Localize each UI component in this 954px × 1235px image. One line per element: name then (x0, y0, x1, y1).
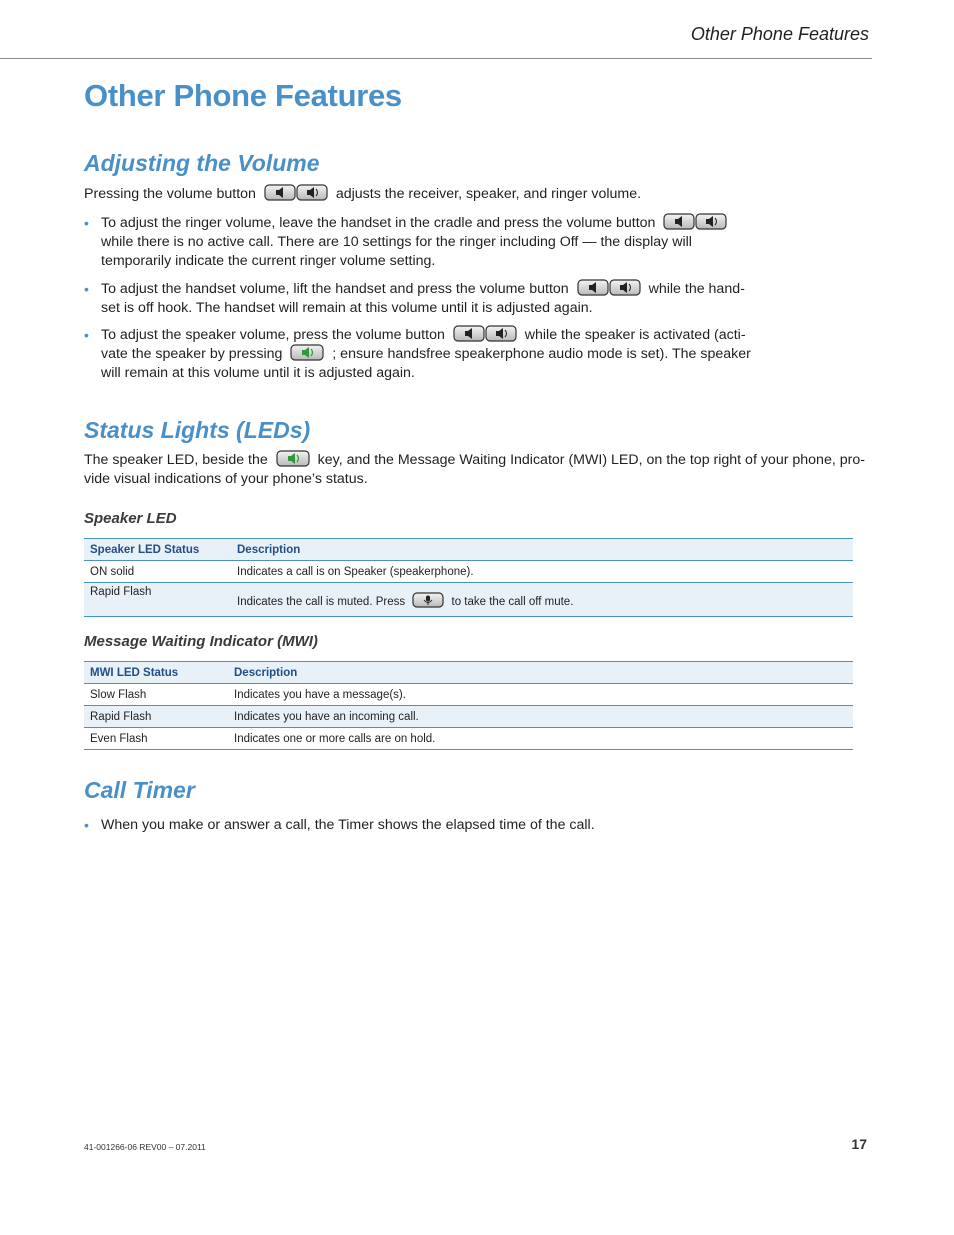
header-divider (0, 58, 872, 59)
speaker-line-1 (101, 326, 781, 345)
status-lights-intro-line2: vide visual indications of your phone’s status. (84, 471, 368, 487)
mute-desc-before: Indicates the call is muted. Press (237, 595, 406, 608)
volume-button-icon (663, 213, 727, 230)
table-row (84, 684, 853, 706)
call-timer-text: When you make or answer a call, the Timer shows the elapsed time of the call. (101, 817, 595, 833)
page-number: 17 (851, 1136, 867, 1152)
table-header-row (84, 539, 853, 561)
cell-description: Indicates one or more calls are on hold. (228, 728, 853, 750)
ringer-line-2: while there is no active call. There are 10 settings for the ringer including Off — the display will (101, 234, 692, 250)
table-row (84, 706, 853, 728)
table-row (84, 561, 853, 583)
handset-line-2: set is off hook. The handset will remain at this volume until it is adjusted again. (101, 300, 593, 316)
speaker-line-3: will remain at this volume until it is adjusted again. (101, 365, 415, 381)
handset-line-1 (101, 280, 781, 299)
running-header: Other Phone Features (690, 24, 869, 44)
page-title: Other Phone Features (84, 78, 402, 113)
cell-status: ON solid (84, 561, 231, 583)
speaker-text-1: To adjust the speaker volume, press the volume button (101, 327, 445, 343)
volume-intro-before: Pressing the volume button (84, 186, 256, 202)
column-header-description: Description (231, 539, 853, 561)
status-intro-before: The speaker LED, beside the (84, 452, 268, 468)
section-heading-call-timer: Call Timer (84, 777, 195, 803)
mute-desc-after: to take the call off mute. (451, 595, 574, 608)
mwi-led-table (84, 661, 853, 750)
handset-text-1: To adjust the handset volume, lift the handset and press the volume button (101, 281, 569, 297)
section-heading-status-lights: Status Lights (LEDs) (84, 417, 311, 443)
subheading-mwi: Message Waiting Indicator (MWI) (84, 633, 318, 650)
volume-button-icon (577, 279, 641, 296)
table-row (84, 583, 853, 617)
cell-description: Indicates you have an incoming call. (228, 706, 853, 728)
ringer-text-1: To adjust the ringer volume, leave the handset in the cradle and press the volume button (101, 215, 656, 231)
table-header-row (84, 662, 853, 684)
speaker-key-icon (276, 450, 310, 467)
cell-description: Indicates a call is on Speaker (speakerphone). (231, 561, 853, 583)
cell-description (231, 583, 853, 617)
handset-text-1b: while the hand- (648, 281, 745, 297)
cell-description: Indicates you have a message(s). (228, 684, 853, 706)
cell-status: Slow Flash (84, 684, 228, 706)
cell-status: Rapid Flash (84, 583, 231, 617)
volume-button-icon (453, 325, 517, 342)
speaker-led-table (84, 538, 853, 617)
bullet-dot: • (84, 215, 89, 231)
speaker-line-2 (101, 345, 781, 364)
status-intro-after: key, and the Message Waiting Indicator (MWI) LED, on the top right of your phone, pro- (317, 452, 865, 468)
column-header-description: Description (228, 662, 853, 684)
volume-intro-after: adjusts the receiver, speaker, and ringer volume. (335, 186, 642, 202)
cell-status: Rapid Flash (84, 706, 228, 728)
speaker-key-icon (290, 344, 324, 361)
bullet-dot: • (84, 817, 89, 833)
table-row (84, 728, 853, 750)
status-lights-intro (84, 451, 865, 470)
subheading-speaker-led: Speaker LED (84, 510, 177, 527)
bullet-dot: • (84, 281, 89, 297)
footer-document-id: 41-001266-06 REV00 – 07.2011 (84, 1142, 206, 1152)
ringer-line-3: temporarily indicate the current ringer volume setting. (101, 253, 436, 269)
volume-button-icon (264, 184, 328, 201)
column-header-status: Speaker LED Status (84, 539, 231, 561)
speaker-text-1b: while the speaker is activated (acti- (524, 327, 746, 343)
bullet-dot: • (84, 327, 89, 343)
volume-intro (84, 185, 641, 204)
cell-status: Even Flash (84, 728, 228, 750)
column-header-status: MWI LED Status (84, 662, 228, 684)
mute-key-icon (412, 592, 444, 608)
section-heading-volume: Adjusting the Volume (84, 150, 320, 176)
ringer-line-1 (101, 214, 781, 233)
speaker-text-2b: ; ensure handsfree speakerphone audio mode is set). The speaker (332, 346, 751, 362)
speaker-text-2: vate the speaker by pressing (101, 346, 283, 362)
